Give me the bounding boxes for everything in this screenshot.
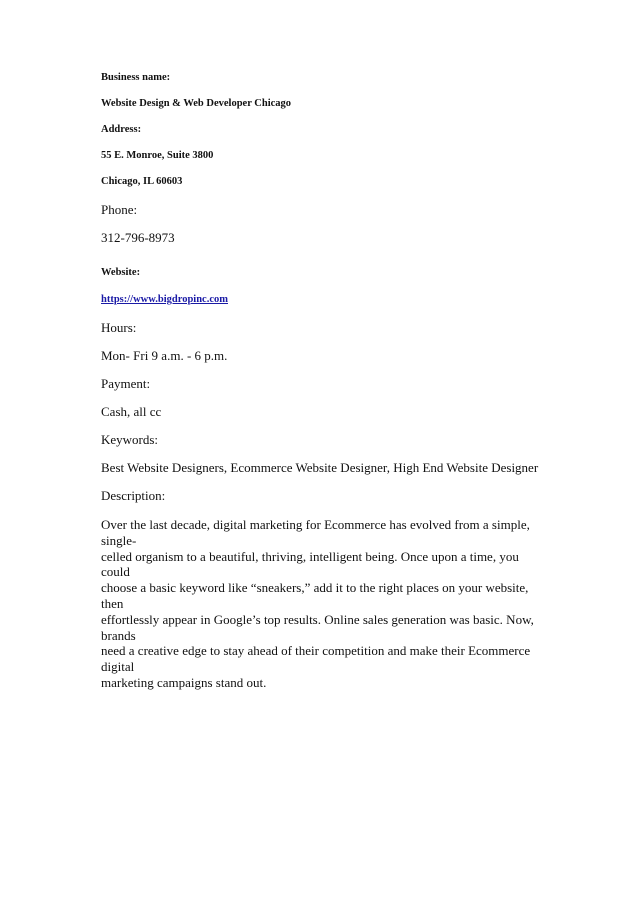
description-line: choose a basic keyword like “sneakers,” add it to the right places on your website, then xyxy=(101,580,529,611)
payment-label: Payment: xyxy=(101,376,151,391)
description-line: Over the last decade, digital marketing for Ecommerce has evolved from a simple, single- xyxy=(101,517,530,548)
description-line: need a creative edge to stay ahead of their competition and make their Ecommerce digital xyxy=(101,643,531,675)
address-line-1: 55 E. Monroe, Suite 3800 xyxy=(101,150,214,161)
business-name-value: Website Design & Web Developer Chicago xyxy=(101,98,292,109)
website-link[interactable]: https://www.bigdropinc.com xyxy=(101,294,228,305)
description-line: marketing campaigns stand out. xyxy=(101,674,267,690)
address-line-2: Chicago, IL 60603 xyxy=(101,176,183,187)
description-line: effortlessly appear in Google’s top results. Online sales generation was basic. Now, brands xyxy=(101,611,534,643)
business-name-label: Business name: xyxy=(101,72,171,83)
keywords-label: Keywords: xyxy=(101,432,159,447)
description-label: Description: xyxy=(101,488,166,503)
payment-value: Cash, all cc xyxy=(101,404,162,419)
keywords-value: Best Website Designers, Ecommerce Website Designer, High End Website Designer xyxy=(101,460,539,475)
hours-label: Hours: xyxy=(101,320,137,335)
address-label: Address: xyxy=(101,124,142,135)
hours-value: Mon- Fri 9 a.m. - 6 p.m. xyxy=(101,348,228,363)
phone-value: 312-796-8973 xyxy=(101,230,175,245)
description-line: celled organism to a beautiful, thriving, intelligent being. Once upon a time, you could xyxy=(101,548,519,580)
phone-label: Phone: xyxy=(101,202,138,217)
description-paragraph xyxy=(101,517,543,691)
website-label: Website: xyxy=(101,267,141,278)
